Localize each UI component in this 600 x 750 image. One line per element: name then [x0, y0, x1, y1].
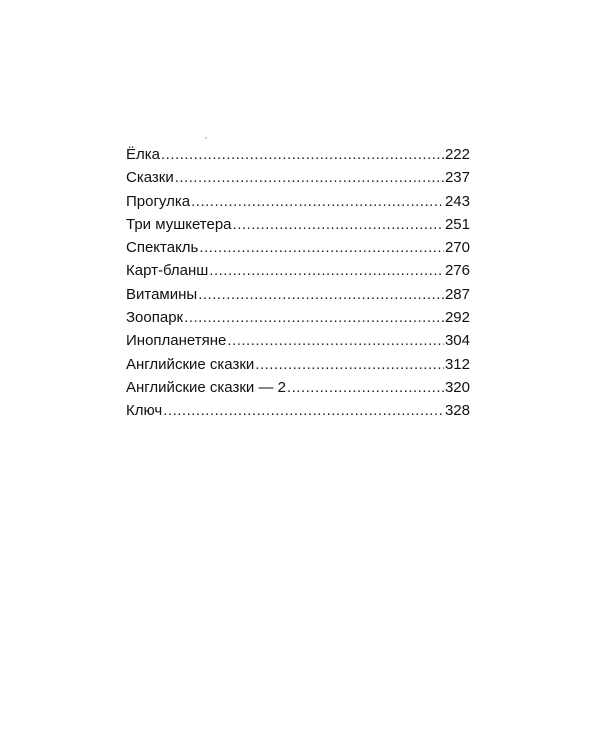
toc-entry — [126, 143, 470, 166]
toc-entry-title: Спектакль — [126, 239, 199, 257]
toc-entry-page: 237 — [444, 169, 470, 187]
toc-entry-title: Карт-бланш — [126, 262, 209, 280]
toc-dot-leader — [287, 376, 444, 399]
toc-entry-title: Сказки — [126, 169, 174, 187]
toc-entry — [126, 376, 470, 399]
paper-speck — [205, 137, 207, 139]
toc-entry — [126, 190, 470, 213]
toc-dot-leader — [255, 353, 444, 376]
toc-dot-leader — [163, 399, 444, 422]
toc-dot-leader — [161, 143, 444, 166]
toc-dot-leader — [198, 283, 444, 306]
toc-dot-leader — [199, 236, 444, 259]
toc-entry — [126, 399, 470, 422]
toc-dot-leader — [184, 306, 444, 329]
toc-entry-page: 243 — [444, 192, 470, 210]
table-of-contents — [126, 143, 470, 423]
toc-entry-page: 312 — [444, 355, 470, 373]
toc-entry-page: 270 — [444, 239, 470, 257]
toc-entry — [126, 283, 470, 306]
toc-entry-title: Зоопарк — [126, 309, 184, 327]
toc-entry-page: 328 — [444, 402, 470, 420]
toc-entry-page: 292 — [444, 309, 470, 327]
toc-entry-page: 222 — [444, 146, 470, 163]
toc-entry-page: 276 — [444, 262, 470, 280]
toc-entry-page: 320 — [444, 378, 470, 396]
toc-entry-page: 287 — [444, 285, 470, 303]
toc-entry — [126, 306, 470, 329]
toc-entry-page: 251 — [444, 215, 470, 233]
toc-dot-leader — [233, 213, 444, 236]
toc-entry-title: Инопланетяне — [126, 332, 227, 350]
toc-entry-page: 304 — [444, 332, 470, 350]
toc-dot-leader — [175, 166, 444, 189]
toc-entry-title: Витамины — [126, 285, 198, 303]
toc-entry-title: Английские сказки — [126, 355, 255, 373]
toc-entry — [126, 353, 470, 376]
toc-dot-leader — [191, 190, 444, 213]
toc-dot-leader — [209, 259, 444, 282]
toc-entry-title: Английские сказки — 2 — [126, 378, 286, 396]
toc-entry-title: Ключ — [126, 402, 163, 420]
toc-entry — [126, 213, 470, 236]
toc-dot-leader — [227, 329, 444, 352]
toc-entry — [126, 166, 470, 189]
toc-entry — [126, 329, 470, 352]
toc-entry-title: Прогулка — [126, 192, 191, 210]
toc-entry — [126, 236, 470, 259]
toc-entry-title: Три мушкетера — [126, 215, 232, 233]
toc-entry — [126, 259, 470, 282]
toc-entry-title: Ёлка — [126, 146, 160, 163]
